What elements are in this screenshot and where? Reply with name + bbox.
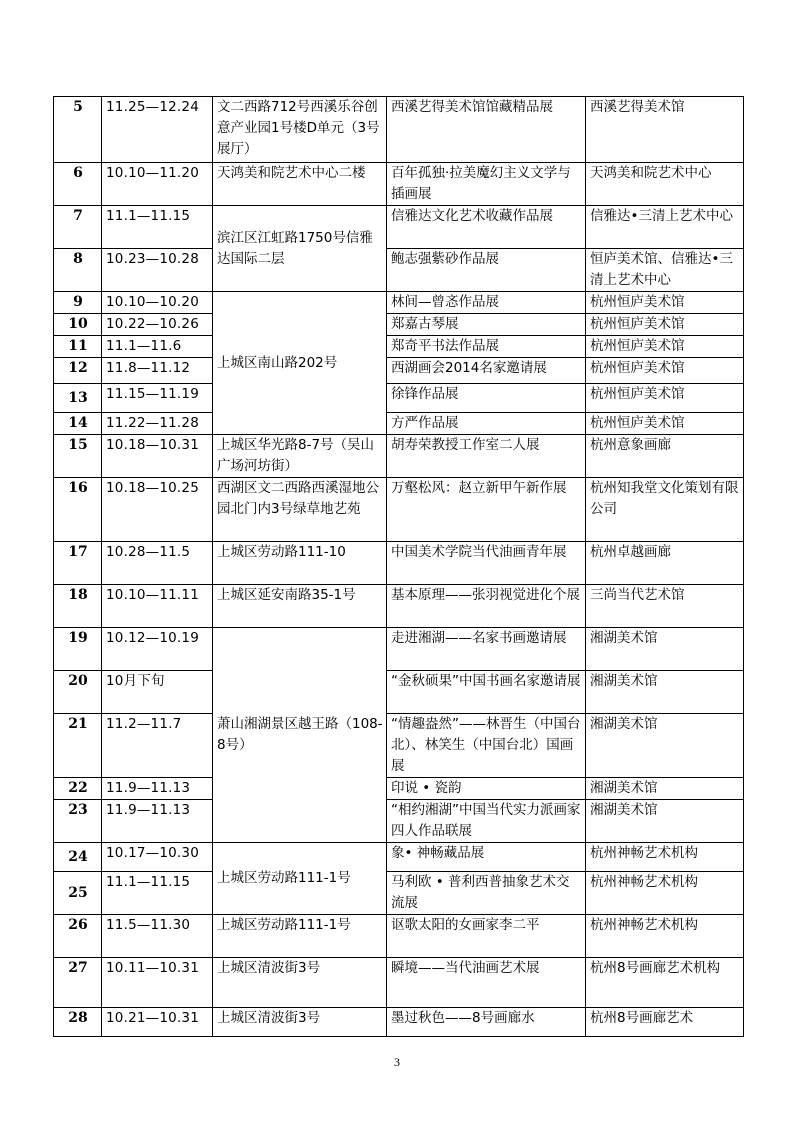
exhibition-title: 方严作品展: [387, 413, 586, 435]
exhibition-title: 印说 • 瓷韵: [387, 778, 586, 800]
exhibition-title: “情趣盎然”——林晋生（中国台北）、林笑生（中国台北）国画展: [387, 714, 586, 778]
exhibition-organizer: 恒庐美术馆、信雅达•三清上艺术中心: [586, 249, 744, 292]
row-number: 14: [54, 413, 102, 435]
exhibition-date: 11.9—11.13: [102, 800, 213, 843]
exhibition-title: 林间—曾忞作品展: [387, 292, 586, 314]
table-row: [54, 314, 744, 336]
exhibition-organizer: 杭州神畅艺术机构: [586, 872, 744, 915]
exhibition-title: 西溪艺得美术馆馆藏精品展: [387, 97, 586, 163]
table-row: [54, 384, 744, 413]
exhibition-date: 10.10—10.20: [102, 292, 213, 314]
exhibition-title: 墨过秋色——8号画廊水: [387, 1008, 586, 1037]
table-row: [54, 206, 744, 249]
exhibition-date: 10月下旬: [102, 671, 213, 714]
exhibition-title: 郑嘉古琴展: [387, 314, 586, 336]
exhibition-organizer: 湘湖美术馆: [586, 778, 744, 800]
page-number: 3: [394, 1055, 400, 1069]
row-number: 5: [54, 97, 102, 163]
exhibition-organizer: 湘湖美术馆: [586, 628, 744, 671]
row-number: 15: [54, 435, 102, 478]
exhibition-title: 万壑松风：赵立新甲午新作展: [387, 478, 586, 542]
exhibition-title: 中国美术学院当代油画青年展: [387, 542, 586, 585]
table-row: [54, 778, 744, 800]
row-number: 11: [54, 336, 102, 358]
exhibition-date: 11.22—11.28: [102, 413, 213, 435]
exhibition-organizer: 三尚当代艺术馆: [586, 585, 744, 628]
exhibition-date: 11.2—11.7: [102, 714, 213, 778]
exhibition-organizer: 杭州卓越画廊: [586, 542, 744, 585]
table-row: [54, 800, 744, 843]
exhibition-date: 10.21—10.31: [102, 1008, 213, 1037]
exhibition-date: 11.1—11.6: [102, 336, 213, 358]
exhibition-date: 11.9—11.13: [102, 778, 213, 800]
row-number: 17: [54, 542, 102, 585]
table-row: [54, 249, 744, 292]
exhibition-organizer: 杭州恒庐美术馆: [586, 384, 744, 413]
exhibition-address: 上城区清波街3号: [213, 958, 387, 1008]
exhibition-table: [53, 96, 744, 1037]
exhibition-organizer: 杭州恒庐美术馆: [586, 358, 744, 384]
exhibition-date: 10.23—10.28: [102, 249, 213, 292]
row-number: 8: [54, 249, 102, 292]
exhibition-organizer: 杭州8号画廊艺术机构: [586, 958, 744, 1008]
table-row: [54, 358, 744, 384]
exhibition-address: 西湖区文二西路西溪湿地公园北门内3号绿草地艺苑: [213, 478, 387, 542]
exhibition-date: 10.17—10.30: [102, 843, 213, 872]
exhibition-date: 10.18—10.31: [102, 435, 213, 478]
exhibition-address: 上城区劳动路111-10: [213, 542, 387, 585]
exhibition-organizer: 湘湖美术馆: [586, 800, 744, 843]
table-row: [54, 413, 744, 435]
exhibition-organizer: 杭州神畅艺术机构: [586, 843, 744, 872]
exhibition-date: 10.10—11.11: [102, 585, 213, 628]
row-number: 22: [54, 778, 102, 800]
exhibition-address: 文二西路712号西溪乐谷创意产业园1号楼D单元（3号展厅）: [213, 97, 387, 163]
table-row: [54, 915, 744, 958]
row-number: 26: [54, 915, 102, 958]
table-row: [54, 292, 744, 314]
row-number: 19: [54, 628, 102, 671]
exhibition-organizer: 杭州知我堂文化策划有限公司: [586, 478, 744, 542]
table-row: [54, 843, 744, 872]
row-number: 23: [54, 800, 102, 843]
table-row: [54, 1008, 744, 1037]
row-number: 12: [54, 358, 102, 384]
table-row: [54, 163, 744, 206]
row-number: 13: [54, 384, 102, 413]
exhibition-address: 萧山湘湖景区越王路（108-8号）: [213, 628, 387, 843]
row-number: 7: [54, 206, 102, 249]
table-row: [54, 714, 744, 778]
row-number: 6: [54, 163, 102, 206]
exhibition-organizer: 湘湖美术馆: [586, 671, 744, 714]
exhibition-title: 胡寿荣教授工作室二人展: [387, 435, 586, 478]
exhibition-address: 天鸿美和院艺术中心二楼: [213, 163, 387, 206]
exhibition-date: 10.12—10.19: [102, 628, 213, 671]
exhibition-title: 鲍志强紫砂作品展: [387, 249, 586, 292]
table-row: [54, 671, 744, 714]
row-number: 9: [54, 292, 102, 314]
exhibition-date: 11.8—11.12: [102, 358, 213, 384]
exhibition-address: 上城区劳动路111-1号: [213, 843, 387, 915]
row-number: 25: [54, 872, 102, 915]
exhibition-organizer: 杭州8号画廊艺术: [586, 1008, 744, 1037]
exhibition-title: 西湖画会2014名家邀请展: [387, 358, 586, 384]
exhibition-address: 滨江区江虹路1750号信雅达国际二层: [213, 206, 387, 292]
exhibition-address: 上城区南山路202号: [213, 292, 387, 435]
exhibition-organizer: 杭州恒庐美术馆: [586, 336, 744, 358]
exhibition-title: 郑奇平书法作品展: [387, 336, 586, 358]
row-number: 18: [54, 585, 102, 628]
exhibition-title: 象• 神畅藏品展: [387, 843, 586, 872]
exhibition-title: 讴歌太阳的女画家李二平: [387, 915, 586, 958]
exhibition-address: 上城区劳动路111-1号: [213, 915, 387, 958]
table-row: [54, 336, 744, 358]
exhibition-date: 10.11—10.31: [102, 958, 213, 1008]
row-number: 28: [54, 1008, 102, 1037]
exhibition-title: 信雅达文化艺术收藏作品展: [387, 206, 586, 249]
table-row: [54, 628, 744, 671]
exhibition-organizer: 杭州神畅艺术机构: [586, 915, 744, 958]
table-row: [54, 478, 744, 542]
exhibition-title: 瞬境——当代油画艺术展: [387, 958, 586, 1008]
exhibition-organizer: 信雅达•三清上艺术中心: [586, 206, 744, 249]
exhibition-title: 徐锋作品展: [387, 384, 586, 413]
row-number: 24: [54, 843, 102, 872]
row-number: 27: [54, 958, 102, 1008]
exhibition-organizer: 杭州恒庐美术馆: [586, 314, 744, 336]
exhibition-date: 11.15—11.19: [102, 384, 213, 413]
row-number: 20: [54, 671, 102, 714]
exhibition-address: 上城区延安南路35-1号: [213, 585, 387, 628]
exhibition-organizer: 天鸿美和院艺术中心: [586, 163, 744, 206]
exhibition-organizer: 西溪艺得美术馆: [586, 97, 744, 163]
exhibition-title: 走进湘湖——名家书画邀请展: [387, 628, 586, 671]
exhibition-address: 上城区清波街3号: [213, 1008, 387, 1037]
exhibition-date: 10.22—10.26: [102, 314, 213, 336]
exhibition-date: 10.10—11.20: [102, 163, 213, 206]
table-row: [54, 872, 744, 915]
exhibition-organizer: 杭州恒庐美术馆: [586, 413, 744, 435]
row-number: 21: [54, 714, 102, 778]
row-number: 16: [54, 478, 102, 542]
exhibition-date: 11.1—11.15: [102, 206, 213, 249]
exhibition-title: 马利欧 • 普利西普抽象艺术交流展: [387, 872, 586, 915]
exhibition-title: “相约湘湖”中国当代实力派画家四人作品联展: [387, 800, 586, 843]
table-row: [54, 97, 744, 163]
exhibition-date: 11.25—12.24: [102, 97, 213, 163]
table-row: [54, 585, 744, 628]
row-number: 10: [54, 314, 102, 336]
exhibition-address: 上城区华光路8-7号（吴山广场河坊街）: [213, 435, 387, 478]
exhibition-title: 百年孤独·拉美魔幻主义文学与插画展: [387, 163, 586, 206]
exhibition-organizer: 杭州恒庐美术馆: [586, 292, 744, 314]
exhibition-date: 11.1—11.15: [102, 872, 213, 915]
exhibition-date: 10.28—11.5: [102, 542, 213, 585]
exhibition-date: 11.5—11.30: [102, 915, 213, 958]
exhibition-title: 基本原理——张羽视觉进化个展: [387, 585, 586, 628]
table-row: [54, 435, 744, 478]
exhibition-organizer: 湘湖美术馆: [586, 714, 744, 778]
exhibition-organizer: 杭州意象画廊: [586, 435, 744, 478]
exhibition-title: “金秋硕果”中国书画名家邀请展: [387, 671, 586, 714]
exhibition-date: 10.18—10.25: [102, 478, 213, 542]
table-row: [54, 958, 744, 1008]
table-row: [54, 542, 744, 585]
